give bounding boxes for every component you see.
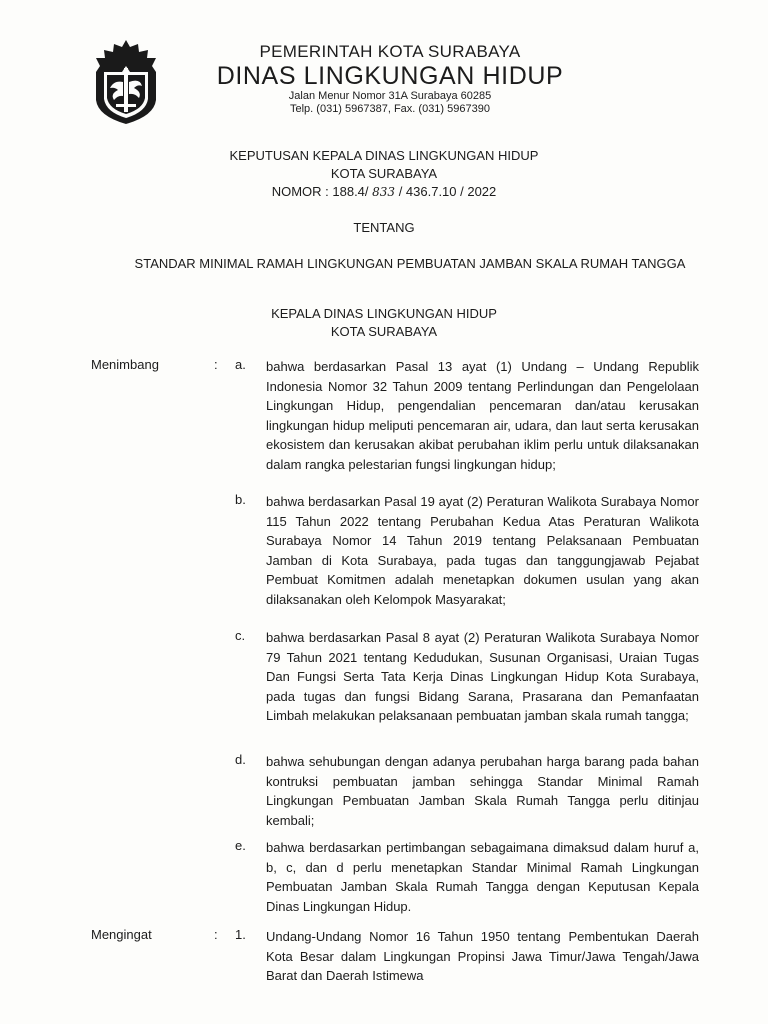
decree-number-handwritten: 833 xyxy=(372,185,396,199)
decree-issuer-line2: KOTA SURABAYA xyxy=(330,324,438,339)
item-text: Undang-Undang Nomor 16 Tahun 1950 tentang Pembentukan Daerah Kota Besar dalam Lingkungan Propinsi Jawa Timur/Jawa Tengah/Jawa Barat dan Daerah Istimewa xyxy=(266,929,699,983)
decree-title-line1: KEPUTUSAN KEPALA DINAS LINGKUNGAN HIDUP xyxy=(229,148,539,163)
decree-number-suffix: / 436.7.10 / 2022 xyxy=(398,184,497,199)
letterhead-text xyxy=(200,42,580,116)
decree-number-prefix: NOMOR : 188.4/ xyxy=(271,184,369,199)
government-name: PEMERINTAH KOTA SURABAYA xyxy=(259,42,521,61)
decree-title-line2: KOTA SURABAYA xyxy=(330,166,438,181)
item-marker: a. xyxy=(235,357,246,372)
decree-issuer-line1: KEPALA DINAS LINGKUNGAN HIDUP xyxy=(271,306,497,321)
mengingat-label: Mengingat xyxy=(91,927,152,942)
decree-subject: STANDAR MINIMAL RAMAH LINGKUNGAN PEMBUATAN JAMBAN SKALA RUMAH TANGGA xyxy=(134,256,686,271)
item-text: bahwa berdasarkan Pasal 13 ayat (1) Undang – Undang Republik Indonesia Nomor 32 Tahun 2009 tentang Perlindungan dan Pengelolaan Lingkungan Hidup, pengendalian pencemaran dan/atau kerusakan lingkungan hidup meliputi pencemaran air, udara, dan laut serta kerusakan ekosistem dan kerusakan akibat perubahan iklim perlu untuk dilaksanakan dalam rangka pelestarian fungsi lingkungan hidup; xyxy=(266,359,699,472)
item-marker: b. xyxy=(235,492,246,507)
letterhead xyxy=(0,0,768,130)
item-text: bahwa berdasarkan Pasal 8 ayat (2) Peraturan Walikota Surabaya Nomor 79 Tahun 2021 tentang Kedudukan, Susunan Organisasi, Uraian Tugas Dan Fungsi Serta Tata Kerja Dinas Lingkungan Hidup Kota Surabaya, pada tugas dan fungsi Bidang Sarana, Prasarana dan Pemanfaatan Limbah melakukan pelaksanaan pembuatan jamban skala rumah tangga; xyxy=(266,630,699,723)
mengingat-colon: : xyxy=(214,927,218,942)
item-marker: d. xyxy=(235,752,246,767)
item-text: bahwa berdasarkan Pasal 19 ayat (2) Peraturan Walikota Surabaya Nomor 115 Tahun 2022 tentang Perubahan Kedua Atas Peraturan Walikota Surabaya Nomor 14 Tahun 2019 tentang Pelaksanaan Pembuatan Jamban di Kota Surabaya, pada tugas dan tanggungjawab Pejabat Pembuat Komitmen adalah menetapkan dokumen usulan yang akan dilaksanakan oleh Kelompok Masyarakat; xyxy=(266,494,699,607)
decree-about-heading: TENTANG xyxy=(353,220,415,235)
menimbang-colon: : xyxy=(214,357,218,372)
item-text: bahwa sehubungan dengan adanya perubahan harga barang pada bahan kontruksi pembuatan jamban sehingga Standar Minimal Ramah Lingkungan Pembuatan Jamban Skala Rumah Tangga perlu ditinjau kembali; xyxy=(266,754,699,828)
item-text: bahwa berdasarkan pertimbangan sebagaimana dimaksud dalam huruf a, b, c, dan d perlu menetapkan Standar Minimal Ramah Lingkungan Pembuatan Jamban Skala Rumah Tangga dengan Keputusan Kepala Dinas Lingkungan Hidup. xyxy=(266,840,699,914)
item-marker: e. xyxy=(235,838,246,853)
surabaya-emblem-logo xyxy=(92,38,160,126)
menimbang-label: Menimbang xyxy=(91,357,159,372)
item-marker: 1. xyxy=(235,927,246,942)
department-name: DINAS LINGKUNGAN HIDUP xyxy=(216,62,564,90)
department-address: Jalan Menur Nomor 31A Surabaya 60285 xyxy=(288,90,492,102)
department-phone: Telp. (031) 5967387, Fax. (031) 5967390 xyxy=(290,103,490,115)
decree-issuer xyxy=(0,305,768,341)
decree-number xyxy=(0,183,768,201)
item-marker: c. xyxy=(235,628,246,643)
decree-title xyxy=(0,147,768,201)
